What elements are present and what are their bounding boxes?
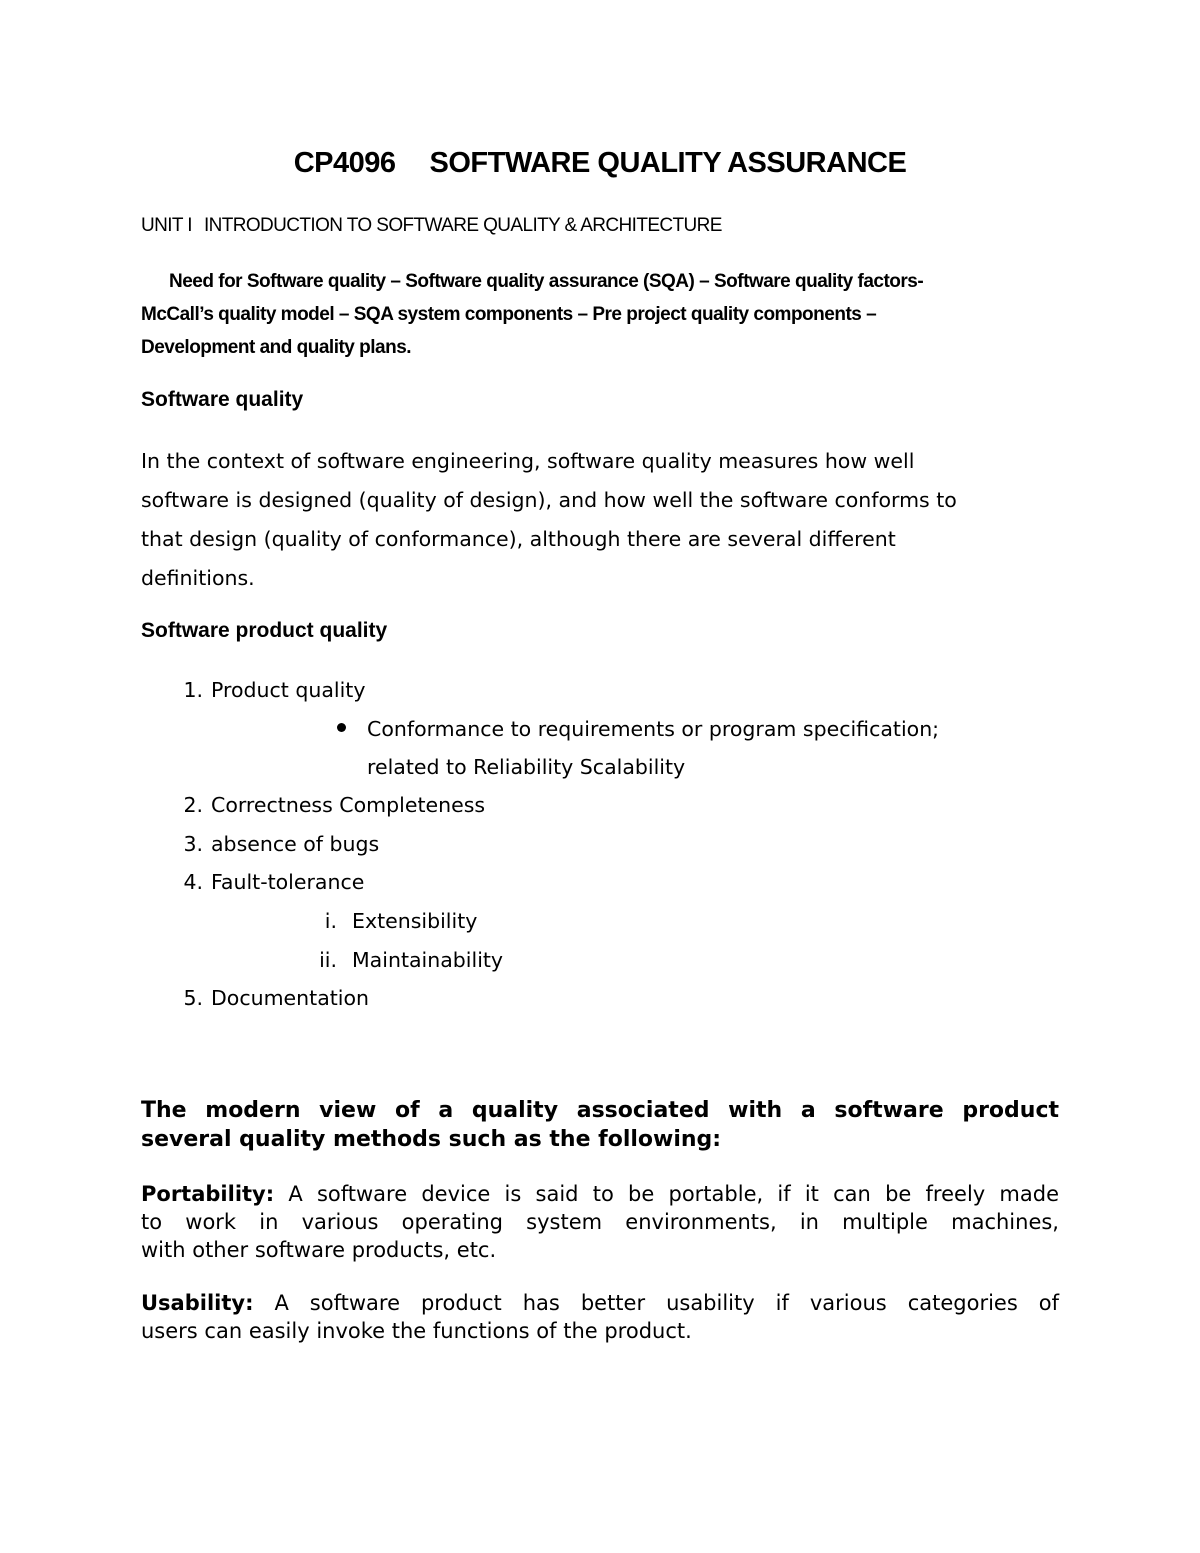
roman-item-number: ii. — [319, 948, 337, 972]
paragraph-line — [141, 1180, 1059, 1208]
bullet-item-line: Conformance to requirements or program specification; — [367, 717, 940, 741]
list-item: absence of bugs — [211, 832, 380, 856]
list-item: Product quality — [211, 678, 366, 702]
list-item-number: 4. — [183, 870, 203, 894]
usability-text: A software product has better usability if various categories of — [253, 1291, 1059, 1315]
bullet-icon — [337, 723, 346, 732]
section-heading-software-quality: Software quality — [141, 388, 304, 411]
paragraph-line: to work in various operating system environments, in multiple machines, — [141, 1210, 1059, 1234]
software-quality-paragraph — [141, 442, 957, 598]
section-heading-product-quality: Software product quality — [141, 619, 388, 642]
paragraph-line: users can easily invoke the functions of the product. — [141, 1319, 692, 1343]
list-item-number: 5. — [183, 986, 203, 1010]
unit-heading — [141, 212, 722, 240]
list-item: Documentation — [211, 986, 370, 1010]
unit-number: UNIT I — [141, 215, 192, 236]
page-title — [0, 143, 1200, 183]
unit-title: INTRODUCTION TO SOFTWARE QUALITY & ARCHITECTURE — [203, 215, 722, 236]
list-item-number: 1. — [183, 678, 203, 702]
syllabus-line: McCall’s quality model – SQA system components – Pre project quality components – — [141, 304, 877, 325]
bullet-item-line: related to Reliability Scalability — [367, 755, 686, 779]
portability-text: A software device is said to be portable, if it can be freely made — [274, 1182, 1059, 1206]
modern-view-line: The modern view of a quality associated with a software product — [141, 1098, 1059, 1123]
syllabus-paragraph — [141, 265, 1041, 364]
paragraph-line: with other software products, etc. — [141, 1238, 497, 1262]
usability-paragraph — [141, 1289, 1059, 1345]
roman-item: Extensibility — [352, 909, 478, 933]
paragraph-line: software is designed (quality of design), and how well the software conforms to — [141, 488, 957, 512]
list-item-number: 2. — [183, 793, 203, 817]
roman-item-number: i. — [324, 909, 337, 933]
modern-view-heading — [141, 1096, 1059, 1154]
paragraph-line — [141, 1289, 1059, 1317]
roman-item: Maintainability — [352, 948, 504, 972]
usability-label: Usability: — [141, 1291, 254, 1315]
syllabus-line: Development and quality plans. — [141, 337, 412, 358]
paragraph-line: In the context of software engineering, software quality measures how well — [141, 449, 915, 473]
paragraph-line: that design (quality of conformance), although there are several different — [141, 527, 896, 551]
portability-paragraph — [141, 1180, 1059, 1264]
list-item: Correctness Completeness — [211, 793, 486, 817]
syllabus-line: Need for Software quality – Software quality assurance (SQA) – Software quality factors- — [169, 271, 924, 292]
list-item: Fault-tolerance — [211, 870, 365, 894]
course-title: SOFTWARE QUALITY ASSURANCE — [429, 147, 907, 179]
course-code: CP4096 — [293, 147, 396, 179]
modern-view-line: several quality methods such as the following: — [141, 1127, 722, 1152]
list-item-number: 3. — [183, 832, 203, 856]
paragraph-line: definitions. — [141, 566, 255, 590]
portability-label: Portability: — [141, 1182, 275, 1206]
